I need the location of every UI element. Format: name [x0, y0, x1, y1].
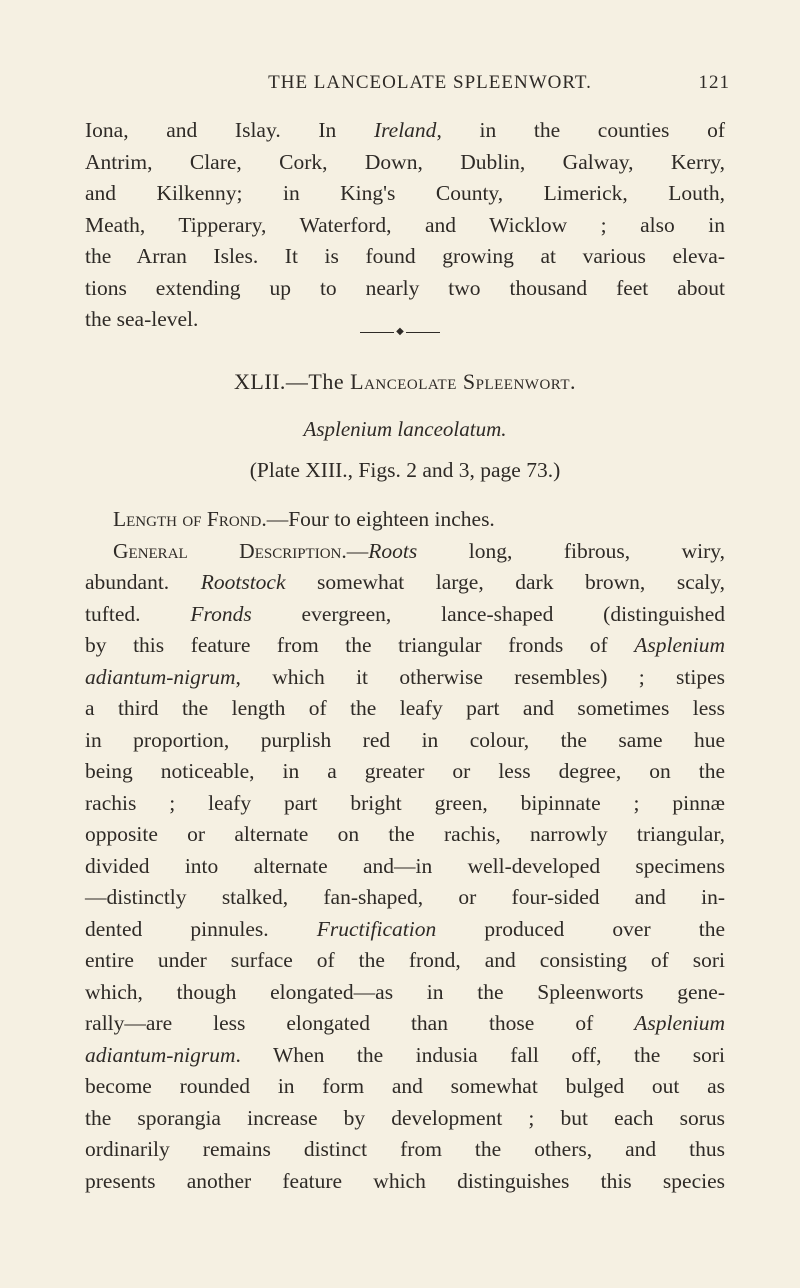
text-run: divided into alternate and—in well-developed specimens — [85, 853, 725, 878]
text-line — [85, 273, 725, 305]
text-line — [85, 945, 725, 977]
italic-term: Asplenium — [634, 633, 725, 657]
section-title-word-2: Spleenwort. — [462, 369, 577, 394]
text-line — [85, 536, 725, 568]
text-run: dented pinnules. — [85, 916, 317, 941]
running-header — [130, 70, 730, 100]
text-run: in proportion, purplish red in colour, the same hue — [85, 727, 725, 752]
text-line — [85, 1040, 725, 1072]
running-title: THE LANCEOLATE SPLEENWORT. — [268, 72, 592, 93]
text-run: which, though elongated—as in the Spleenworts gene- — [85, 979, 725, 1004]
text-run: opposite or alternate on the rachis, narrowly triangular, — [85, 822, 725, 846]
text-line — [85, 662, 725, 694]
text-line — [85, 210, 725, 242]
text-line — [85, 147, 725, 179]
italic-term: Fronds — [190, 601, 252, 626]
text-run: presents another feature which distinguishes this species — [85, 1168, 725, 1193]
text-line — [85, 756, 725, 788]
divider-rule-right — [406, 332, 440, 333]
section-heading — [85, 369, 725, 395]
text-line — [85, 819, 725, 851]
text-run: Meath, Tipperary, Waterford, and Wicklow ; also in — [85, 212, 725, 237]
italic-term: Fructification — [316, 916, 437, 941]
text-run: and Kilkenny; in King's County, Limerick, Louth, — [85, 181, 725, 205]
text-run: being noticeable, in a greater or less degree, on the — [85, 759, 725, 783]
text-line — [85, 1166, 725, 1198]
text-run: , which it otherwise resembles) ; stipes — [235, 664, 725, 689]
text-run: rachis ; leafy part bright green, bipinnate ; pinnæ — [85, 790, 725, 815]
divider-rule-left — [360, 332, 394, 333]
text-line — [85, 725, 725, 757]
divider-ornament-icon: ◆ — [396, 326, 404, 337]
text-line — [85, 1134, 725, 1166]
italic-term: Rootstock — [200, 570, 286, 594]
text-run: ordinarily remains distinct from the others, and thus — [85, 1137, 725, 1161]
text-line — [85, 851, 725, 883]
text-line — [85, 788, 725, 820]
page-number: 121 — [698, 72, 730, 93]
section-divider — [360, 327, 440, 337]
text-run: the sporangia increase by development ; but each sorus — [85, 1105, 725, 1130]
text-run: long, fibrous, wiry, — [417, 538, 725, 563]
text-line — [85, 630, 725, 662]
text-line — [85, 178, 725, 210]
text-run: evergreen, lance-shaped (distinguished — [251, 601, 725, 626]
text-line — [85, 882, 725, 914]
text-run: —distinctly stalked, fan-shaped, or four-sided and in- — [85, 885, 725, 909]
smallcaps-heading: General Description. — [113, 538, 347, 563]
text-run: — — [346, 538, 369, 563]
text-run: . When the indusia fall off, the sori — [235, 1042, 725, 1067]
text-run: entire under surface of the frond, and consisting of sori — [85, 948, 725, 972]
latin-name: Asplenium lanceolatum. — [303, 417, 507, 441]
text-line — [85, 241, 725, 273]
text-run: —Four to eighteen inches. — [266, 507, 495, 531]
text-run: by this feature from the triangular fronds of — [85, 633, 635, 657]
text-run: become rounded in form and somewhat bulged out as — [85, 1074, 725, 1098]
section-title-dash: —The — [285, 369, 351, 394]
section-title-word-1: Lanceolate — [350, 369, 463, 394]
italic-term: adiantum-nigrum — [85, 664, 236, 689]
section-number: XLII. — [233, 369, 286, 394]
italic-term: Roots — [368, 538, 418, 563]
text-line — [85, 1008, 725, 1040]
text-run: , in the counties of — [436, 118, 725, 142]
text-run: produced over the — [436, 916, 725, 941]
text-run: the sea-level. — [85, 307, 199, 331]
text-line — [85, 1103, 725, 1135]
text-run: the Arran Isles. It is found growing at various eleva- — [85, 244, 725, 268]
text-line — [85, 914, 725, 946]
text-run: tions extending up to nearly two thousand feet about — [85, 275, 725, 300]
italic-term: adiantum-nigrum — [85, 1042, 236, 1067]
text-run: Iona, and Islay. In — [85, 118, 374, 142]
text-run: Antrim, Clare, Cork, Down, Dublin, Galway, Kerry, — [85, 149, 725, 174]
text-line — [85, 599, 725, 631]
text-line — [85, 977, 725, 1009]
text-run: abundant. — [85, 570, 201, 594]
smallcaps-heading: Length of Frond. — [113, 507, 267, 531]
italic-term: Ireland — [373, 118, 437, 142]
text-run: rally—are less elongated than those of — [85, 1011, 635, 1035]
italic-term: Asplenium — [634, 1011, 725, 1035]
text-run: somewhat large, dark brown, scaly, — [285, 570, 725, 594]
text-line — [85, 115, 725, 147]
text-run: a third the length of the leafy part and sometimes less — [85, 696, 725, 720]
text-line — [85, 1071, 725, 1103]
text-line — [85, 504, 725, 536]
text-line — [85, 693, 725, 725]
plate-reference: (Plate XIII., Figs. 2 and 3, page 73.) — [249, 458, 561, 482]
text-line — [85, 567, 725, 599]
intro-paragraph — [85, 115, 725, 336]
description-paragraph — [85, 504, 725, 1197]
text-run: tufted. — [85, 601, 191, 626]
